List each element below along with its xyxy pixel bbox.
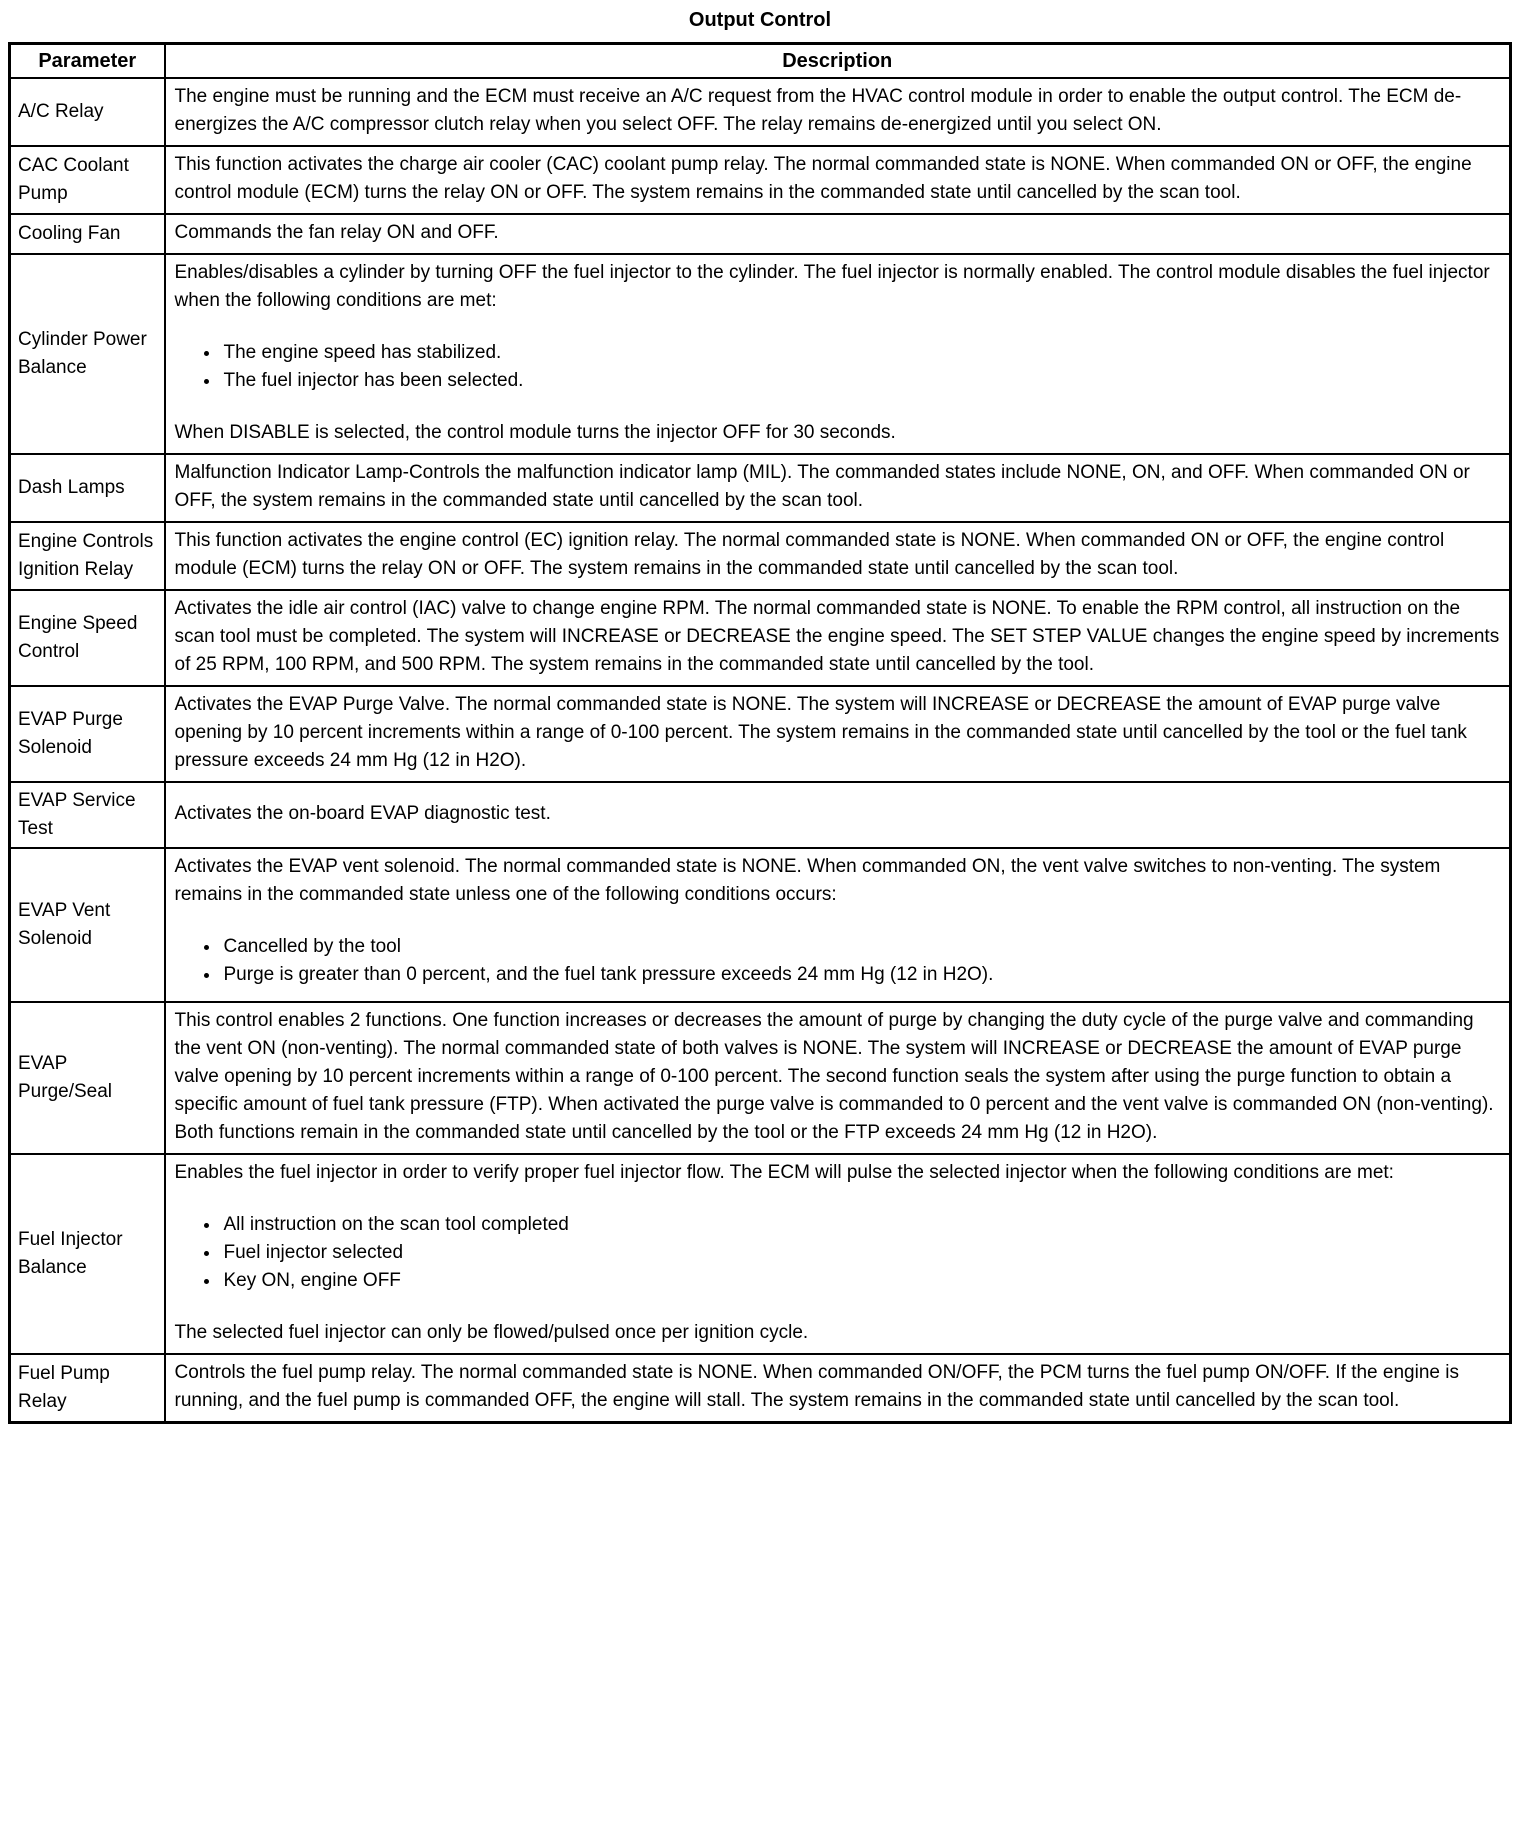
parameter-cell: EVAP Service Test (10, 782, 165, 848)
description-cell (165, 78, 1511, 146)
description-paragraph: Activates the EVAP vent solenoid. The normal commanded state is NONE. When commanded ON, the vent valve switches to non-venting. The system remains in the commanded state unless one of the following conditions occurs: (174, 856, 1441, 905)
parameter-cell: EVAP Vent Solenoid (10, 848, 165, 1002)
table-header (10, 44, 1511, 79)
table-row (10, 848, 1511, 1002)
table-row (10, 590, 1511, 686)
table-row (10, 146, 1511, 214)
description-paragraph: This control enables 2 functions. One function increases or decreases the amount of purge by changing the duty cycle of the purge valve and commanding the vent ON (non-venting). The normal commanded state of both valves is NONE. The system will INCREASE or DECREASE the amount of EVAP purge valve opening by 10 percent increments within a range of 0-100 percent. The second function seals the system after using the purge function to obtain a specific amount of fuel tank pressure (FTP). When activated the purge valve is commanded to 0 percent and the vent valve is commanded ON (non-venting). Both functions remain in the commanded state until cancelled by the tool or the FTP exceeds 24 mm Hg (12 in H2O). (174, 1010, 1494, 1143)
table-row (10, 1154, 1511, 1354)
header-row (10, 44, 1511, 79)
table-row (10, 686, 1511, 782)
bullet-list (175, 1211, 1501, 1295)
description-paragraph: Malfunction Indicator Lamp-Controls the malfunction indicator lamp (MIL). The commanded states include NONE, ON, and OFF. When commanded ON or OFF, the system remains in the commanded state until cancelled by the scan tool. (174, 462, 1470, 511)
description-paragraph: Commands the fan relay ON and OFF. (174, 222, 499, 243)
description-paragraph: This function activates the engine control (EC) ignition relay. The normal commanded state is NONE. When commanded ON or OFF, the engine control module (ECM) turns the relay ON or OFF. The system remains in the commanded state until cancelled by the scan tool. (174, 530, 1445, 579)
parameter-cell: Fuel Pump Relay (10, 1354, 165, 1423)
table-row (10, 1354, 1511, 1423)
table-row (10, 782, 1511, 848)
table-row (10, 78, 1511, 146)
parameter-cell: Cylinder Power Balance (10, 254, 165, 454)
description-cell (165, 782, 1511, 848)
output-control-table (8, 42, 1512, 1424)
bullet-item: • Key ON, engine OFF (221, 1267, 1501, 1295)
parameter-cell: A/C Relay (10, 78, 165, 146)
parameter-cell: Cooling Fan (10, 214, 165, 254)
parameter-cell: CAC Coolant Pump (10, 146, 165, 214)
description-cell (165, 1002, 1511, 1154)
description-paragraph: The selected fuel injector can only be flowed/pulsed once per ignition cycle. (174, 1322, 809, 1343)
description-paragraph: The engine must be running and the ECM must receive an A/C request from the HVAC control module in order to enable the output control. The ECM de-energizes the A/C compressor clutch relay when you select OFF. The relay remains de-energized until you select ON. (174, 86, 1462, 135)
bullet-item: • All instruction on the scan tool completed (221, 1211, 1501, 1239)
bullet-item: • The engine speed has stabilized. (221, 339, 1501, 367)
bullet-list (175, 933, 1501, 989)
description-cell (165, 254, 1511, 454)
parameter-cell: Dash Lamps (10, 454, 165, 522)
column-header-description: Description (165, 44, 1511, 79)
description-cell (165, 1354, 1511, 1423)
description-paragraph: When DISABLE is selected, the control module turns the injector OFF for 30 seconds. (174, 422, 896, 443)
table-row (10, 522, 1511, 590)
description-paragraph: Controls the fuel pump relay. The normal commanded state is NONE. When commanded ON/OFF, the PCM turns the fuel pump ON/OFF. If the engine is running, and the fuel pump is commanded OFF, the engine will stall. The system remains in the commanded state until cancelled by the scan tool. (174, 1362, 1459, 1411)
table-body (10, 78, 1511, 1423)
description-cell (165, 848, 1511, 1002)
description-cell (165, 686, 1511, 782)
bullet-item: • Purge is greater than 0 percent, and the fuel tank pressure exceeds 24 mm Hg (12 in H2O). (221, 961, 1501, 989)
page-title: Output Control (688, 9, 832, 31)
description-paragraph: Activates the on-board EVAP diagnostic test. (174, 803, 551, 824)
bullet-item: • The fuel injector has been selected. (221, 367, 1501, 395)
description-cell (165, 214, 1511, 254)
bullet-list (175, 339, 1501, 395)
description-paragraph: Activates the EVAP Purge Valve. The normal commanded state is NONE. The system will INCREASE or DECREASE the amount of EVAP purge valve opening by 10 percent increments within a range of 0-100 percent. The system remains in the commanded state until cancelled by the tool or the fuel tank pressure exceeds 24 mm Hg (12 in H2O). (174, 694, 1467, 771)
bullet-item: • Fuel injector selected (221, 1239, 1501, 1267)
description-paragraph: Enables the fuel injector in order to verify proper fuel injector flow. The ECM will pulse the selected injector when the following conditions are met: (174, 1162, 1394, 1183)
description-cell (165, 590, 1511, 686)
parameter-cell: Fuel Injector Balance (10, 1154, 165, 1354)
description-cell (165, 454, 1511, 522)
description-paragraph: Enables/disables a cylinder by turning OFF the fuel injector to the cylinder. The fuel injector is normally enabled. The control module disables the fuel injector when the following conditions are met: (174, 262, 1490, 311)
description-cell (165, 1154, 1511, 1354)
table-row (10, 254, 1511, 454)
parameter-cell: EVAP Purge Solenoid (10, 686, 165, 782)
description-cell (165, 146, 1511, 214)
parameter-cell: Engine Controls Ignition Relay (10, 522, 165, 590)
description-paragraph: Activates the idle air control (IAC) valve to change engine RPM. The normal commanded state is NONE. To enable the RPM control, all instruction on the scan tool must be completed. The system will INCREASE or DECREASE the engine speed. The SET STEP VALUE changes the engine speed by increments of 25 RPM, 100 RPM, and 500 RPM. The system remains in the commanded state until cancelled by the tool. (174, 598, 1500, 675)
column-header-parameter: Parameter (10, 44, 165, 79)
table-row (10, 454, 1511, 522)
table-row (10, 1002, 1511, 1154)
parameter-cell: Engine Speed Control (10, 590, 165, 686)
description-cell (165, 522, 1511, 590)
table-row (10, 214, 1511, 254)
parameter-cell: EVAP Purge/Seal (10, 1002, 165, 1154)
bullet-item: • Cancelled by the tool (221, 933, 1501, 961)
description-paragraph: This function activates the charge air cooler (CAC) coolant pump relay. The normal commanded state is NONE. When commanded ON or OFF, the engine control module (ECM) turns the relay ON or OFF. The system remains in the commanded state until cancelled by the scan tool. (174, 154, 1472, 203)
